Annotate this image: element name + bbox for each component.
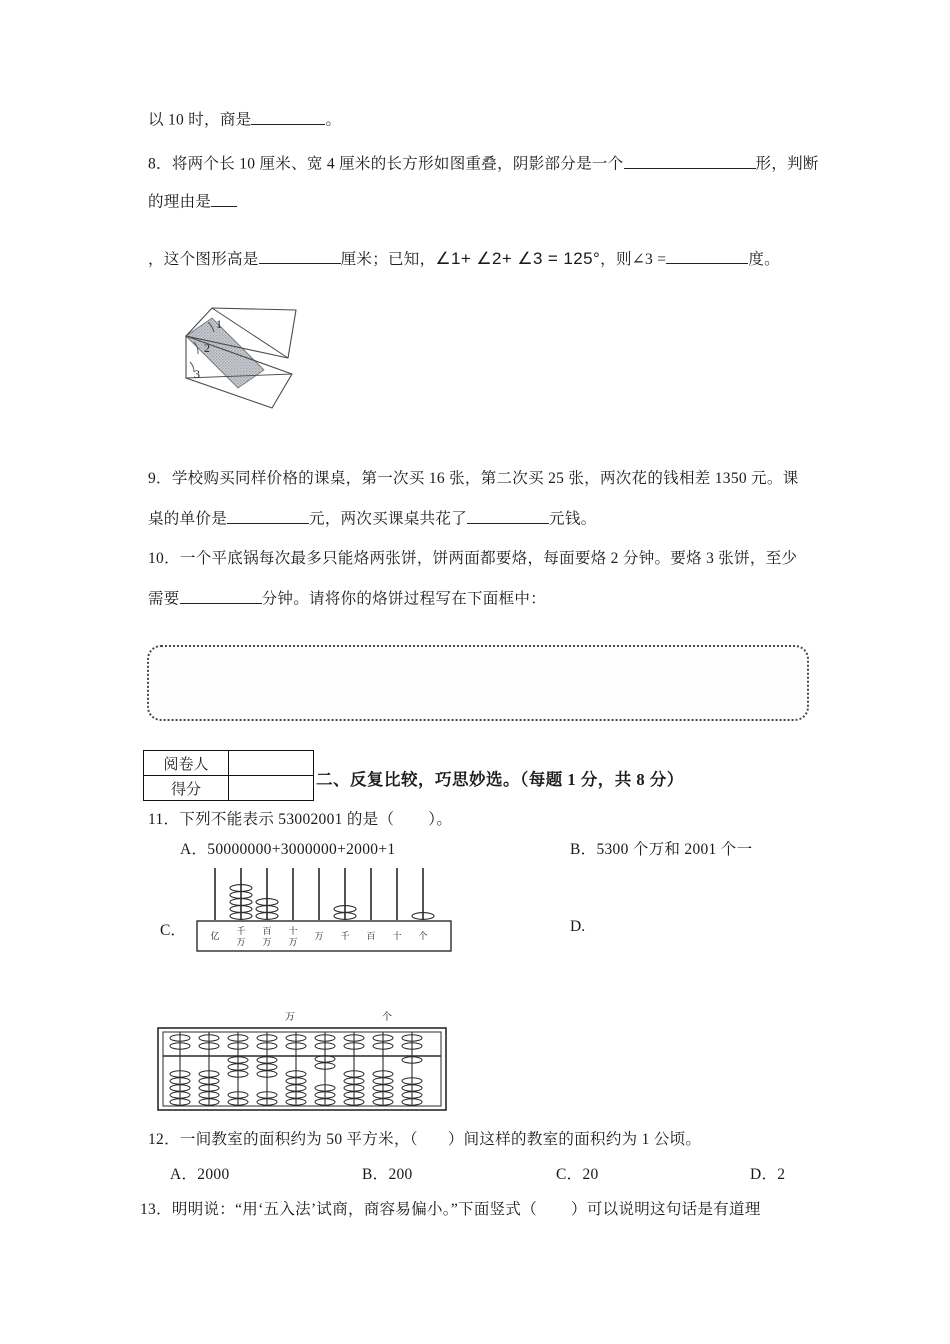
question-11-option-b[interactable] — [570, 838, 752, 861]
q9-text-d: 元钱。 — [549, 510, 597, 528]
question-13-stem — [140, 1198, 761, 1221]
q13-text-b: ）可以说明这句话是有道理 — [571, 1201, 761, 1218]
answer-blank[interactable] — [180, 587, 262, 604]
q9-text-b: 桌的单价是 — [148, 510, 228, 528]
answer-blank[interactable] — [467, 507, 549, 524]
place-label-bai: 百 — [366, 931, 376, 941]
q10-text-a: 10．一个平底锅每次最多只能烙两张饼，饼两面都要烙，每面要烙 2 分钟。要烙 3 张饼，至少 — [148, 550, 798, 567]
question-8-line-3 — [148, 246, 780, 272]
table-row — [144, 776, 314, 801]
abacus-place-markers — [285, 1010, 392, 1023]
q8-comma: ， — [600, 251, 616, 268]
table-row — [144, 751, 314, 776]
place-label-baiwan-bottom: 万 — [262, 937, 272, 947]
place-label-qianwan-bottom: 万 — [236, 937, 246, 947]
angle-label-3: 3 — [194, 367, 200, 381]
answer-blank[interactable] — [666, 248, 748, 265]
q11-option-b-label: B．5300 个万和 2001 个一 — [570, 841, 753, 858]
place-value-labels — [210, 925, 427, 947]
place-label-qianwan-top: 千 — [236, 926, 246, 936]
question-10-line-2 — [148, 587, 546, 611]
question-11-option-a[interactable] — [180, 838, 395, 861]
score-table-label-reviewer: 阅卷人 — [144, 751, 229, 776]
place-label-shi: 十 — [392, 931, 402, 941]
place-label-shiwan-top: 十 — [288, 926, 298, 936]
question-11-stem — [148, 808, 452, 831]
question-12-option-c[interactable]: C．20 — [556, 1166, 599, 1183]
question-9-line-2 — [148, 507, 596, 531]
score-table-value-score[interactable] — [229, 776, 314, 801]
q7-text: 以 10 时，商是 — [148, 111, 252, 129]
place-label-wan: 万 — [314, 931, 324, 941]
q12-text-b: ）间这样的教室的面积约为 1 公顷。 — [447, 1131, 702, 1148]
place-label-yi: 亿 — [210, 931, 220, 941]
question-12-stem — [148, 1128, 701, 1151]
answer-blank[interactable] — [227, 507, 309, 524]
question-8-line-2 — [148, 190, 237, 214]
abacus-rods-and-beads — [170, 1032, 422, 1106]
q9-text-a: 9．学校购买同样价格的课桌，第一次买 16 张，第二次买 25 张，两次花的钱相差 1350 元。课 — [148, 470, 799, 487]
answer-blank[interactable] — [251, 108, 325, 125]
place-label-shiwan-bottom: 万 — [288, 937, 298, 947]
question-12-option-a[interactable]: A．2000 — [170, 1166, 230, 1183]
q8-text-d: 厘米；已知， — [340, 251, 436, 268]
answer-blank[interactable] — [624, 152, 756, 169]
q9-text-c: 元，两次买课桌共花了 — [309, 510, 468, 528]
question-8-line-1 — [148, 152, 819, 176]
question-11-option-c-label[interactable]: C． — [160, 922, 186, 939]
answer-work-box[interactable] — [147, 645, 809, 721]
angle-label-1: 1 — [216, 317, 222, 331]
counting-frame-svg — [193, 866, 455, 956]
counting-frame-base — [197, 921, 451, 951]
q8-then-text: 则∠3 = — [615, 251, 667, 268]
angle-sum-expression: ∠1+ ∠2+ ∠3 = 125° — [435, 249, 601, 268]
place-label-ge: 个 — [418, 931, 428, 941]
angle-label-2: 2 — [204, 341, 210, 355]
overlap-figure-svg — [168, 296, 313, 424]
q10-text-c: 分钟。请将你的烙饼过程写在下面框中： — [261, 590, 547, 608]
q8-text-e: 度。 — [748, 251, 780, 268]
q8-text-a: 8．将两个长 10 厘米、宽 4 厘米的长方形如图重叠，阴影部分是一个 — [148, 155, 624, 173]
q12-text-a: 12．一间教室的面积约为 50 平方米，（ — [148, 1131, 418, 1148]
overlapping-rectangles-figure — [168, 296, 313, 424]
question-12-option-d[interactable]: D．2 — [750, 1166, 786, 1183]
question-10-line-1 — [148, 547, 797, 570]
q13-text-a: 13．明明说：“用‘五入法’试商，商容易偏小。”下面竖式（ — [140, 1201, 538, 1218]
q8-text-a-end: 形，判断 — [755, 155, 819, 173]
q11-text-b: ）。 — [428, 811, 453, 828]
question-9-line-1 — [148, 467, 799, 490]
counting-frame-figure — [193, 866, 455, 956]
q11-option-a-label: A．50000000+3000000+2000+1 — [180, 841, 396, 858]
q10-text-b: 需要 — [148, 590, 180, 608]
abacus-svg — [155, 1006, 455, 1116]
question-7-tail — [148, 108, 341, 132]
answer-blank[interactable] — [211, 190, 237, 207]
q8-text-c: ，这个图形高是 — [148, 251, 259, 268]
score-table-label-score: 得分 — [144, 776, 229, 801]
abacus-marker-wan: 万 — [285, 1012, 295, 1023]
q7-period: 。 — [325, 111, 342, 129]
place-label-qian: 千 — [340, 931, 350, 941]
question-12-option-b[interactable]: B．200 — [362, 1166, 413, 1183]
section-two-heading: 二、反复比较，巧思妙选。（每题 1 分，共 8 分） — [316, 770, 684, 789]
score-table-value-reviewer[interactable] — [229, 751, 314, 776]
score-table — [143, 750, 314, 801]
place-label-baiwan-top: 百 — [262, 926, 272, 936]
abacus-marker-ge: 个 — [382, 1012, 392, 1023]
question-11-option-d-label[interactable]: D. — [570, 918, 586, 935]
q11-text-a: 11．下列不能表示 53002001 的是（ — [148, 811, 395, 828]
q8-text-b: 的理由是 — [148, 193, 212, 211]
abacus-figure — [155, 1006, 455, 1116]
answer-blank[interactable] — [259, 248, 341, 265]
